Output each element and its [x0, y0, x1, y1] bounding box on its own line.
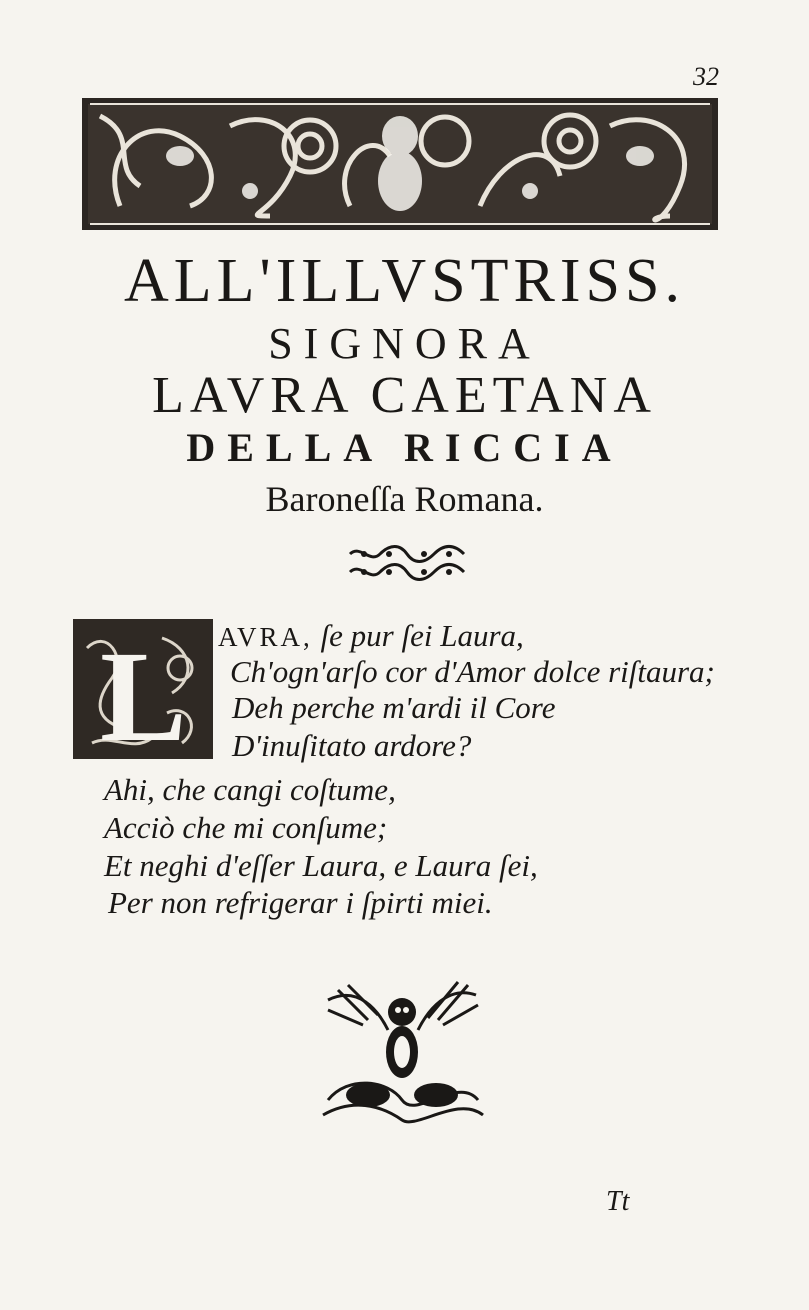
title-line-dedication: ALL'ILLVSTRISS. — [124, 247, 685, 315]
page-number: 32 — [693, 62, 719, 91]
poem-line-6: Acciò che mi conſume; — [104, 810, 388, 845]
poem-line-4: D'inuſitato ardore? — [232, 728, 472, 763]
title-line-name: LAVRA CAETANA — [152, 367, 657, 424]
poem-line-2: Ch'ogn'arſo cor d'Amor dolce riſtaura; — [230, 654, 715, 689]
poem-line-7: Et neghi d'eſſer Laura, e Laura ſei, — [104, 848, 538, 883]
poem-line-8: Per non refrigerar i ſpirti miei. — [108, 885, 493, 920]
putto-tailpiece-icon — [308, 980, 496, 1130]
fleuron-icon — [344, 542, 470, 584]
poem-line-1-smallcaps: AVRA, — [218, 622, 313, 652]
ornamental-headpiece-icon — [80, 96, 720, 232]
poem-line-3: Deh perche m'ardi il Core — [232, 690, 556, 725]
title-line-family: DELLA RICCIA — [186, 425, 623, 470]
title-line-signora: SIGNORA — [268, 319, 541, 368]
svg-text:L: L — [100, 625, 187, 760]
title-line-rank: Baroneſſa Romana. — [265, 479, 544, 519]
signature-mark: Tt — [606, 1186, 630, 1217]
decorated-initial-icon — [72, 618, 214, 760]
poem-line-1-rest: ſe pur ſei Laura, — [312, 618, 524, 653]
poem-line-5: Ahi, che cangi coſtume, — [104, 772, 396, 807]
poem-line-1 — [218, 620, 524, 651]
